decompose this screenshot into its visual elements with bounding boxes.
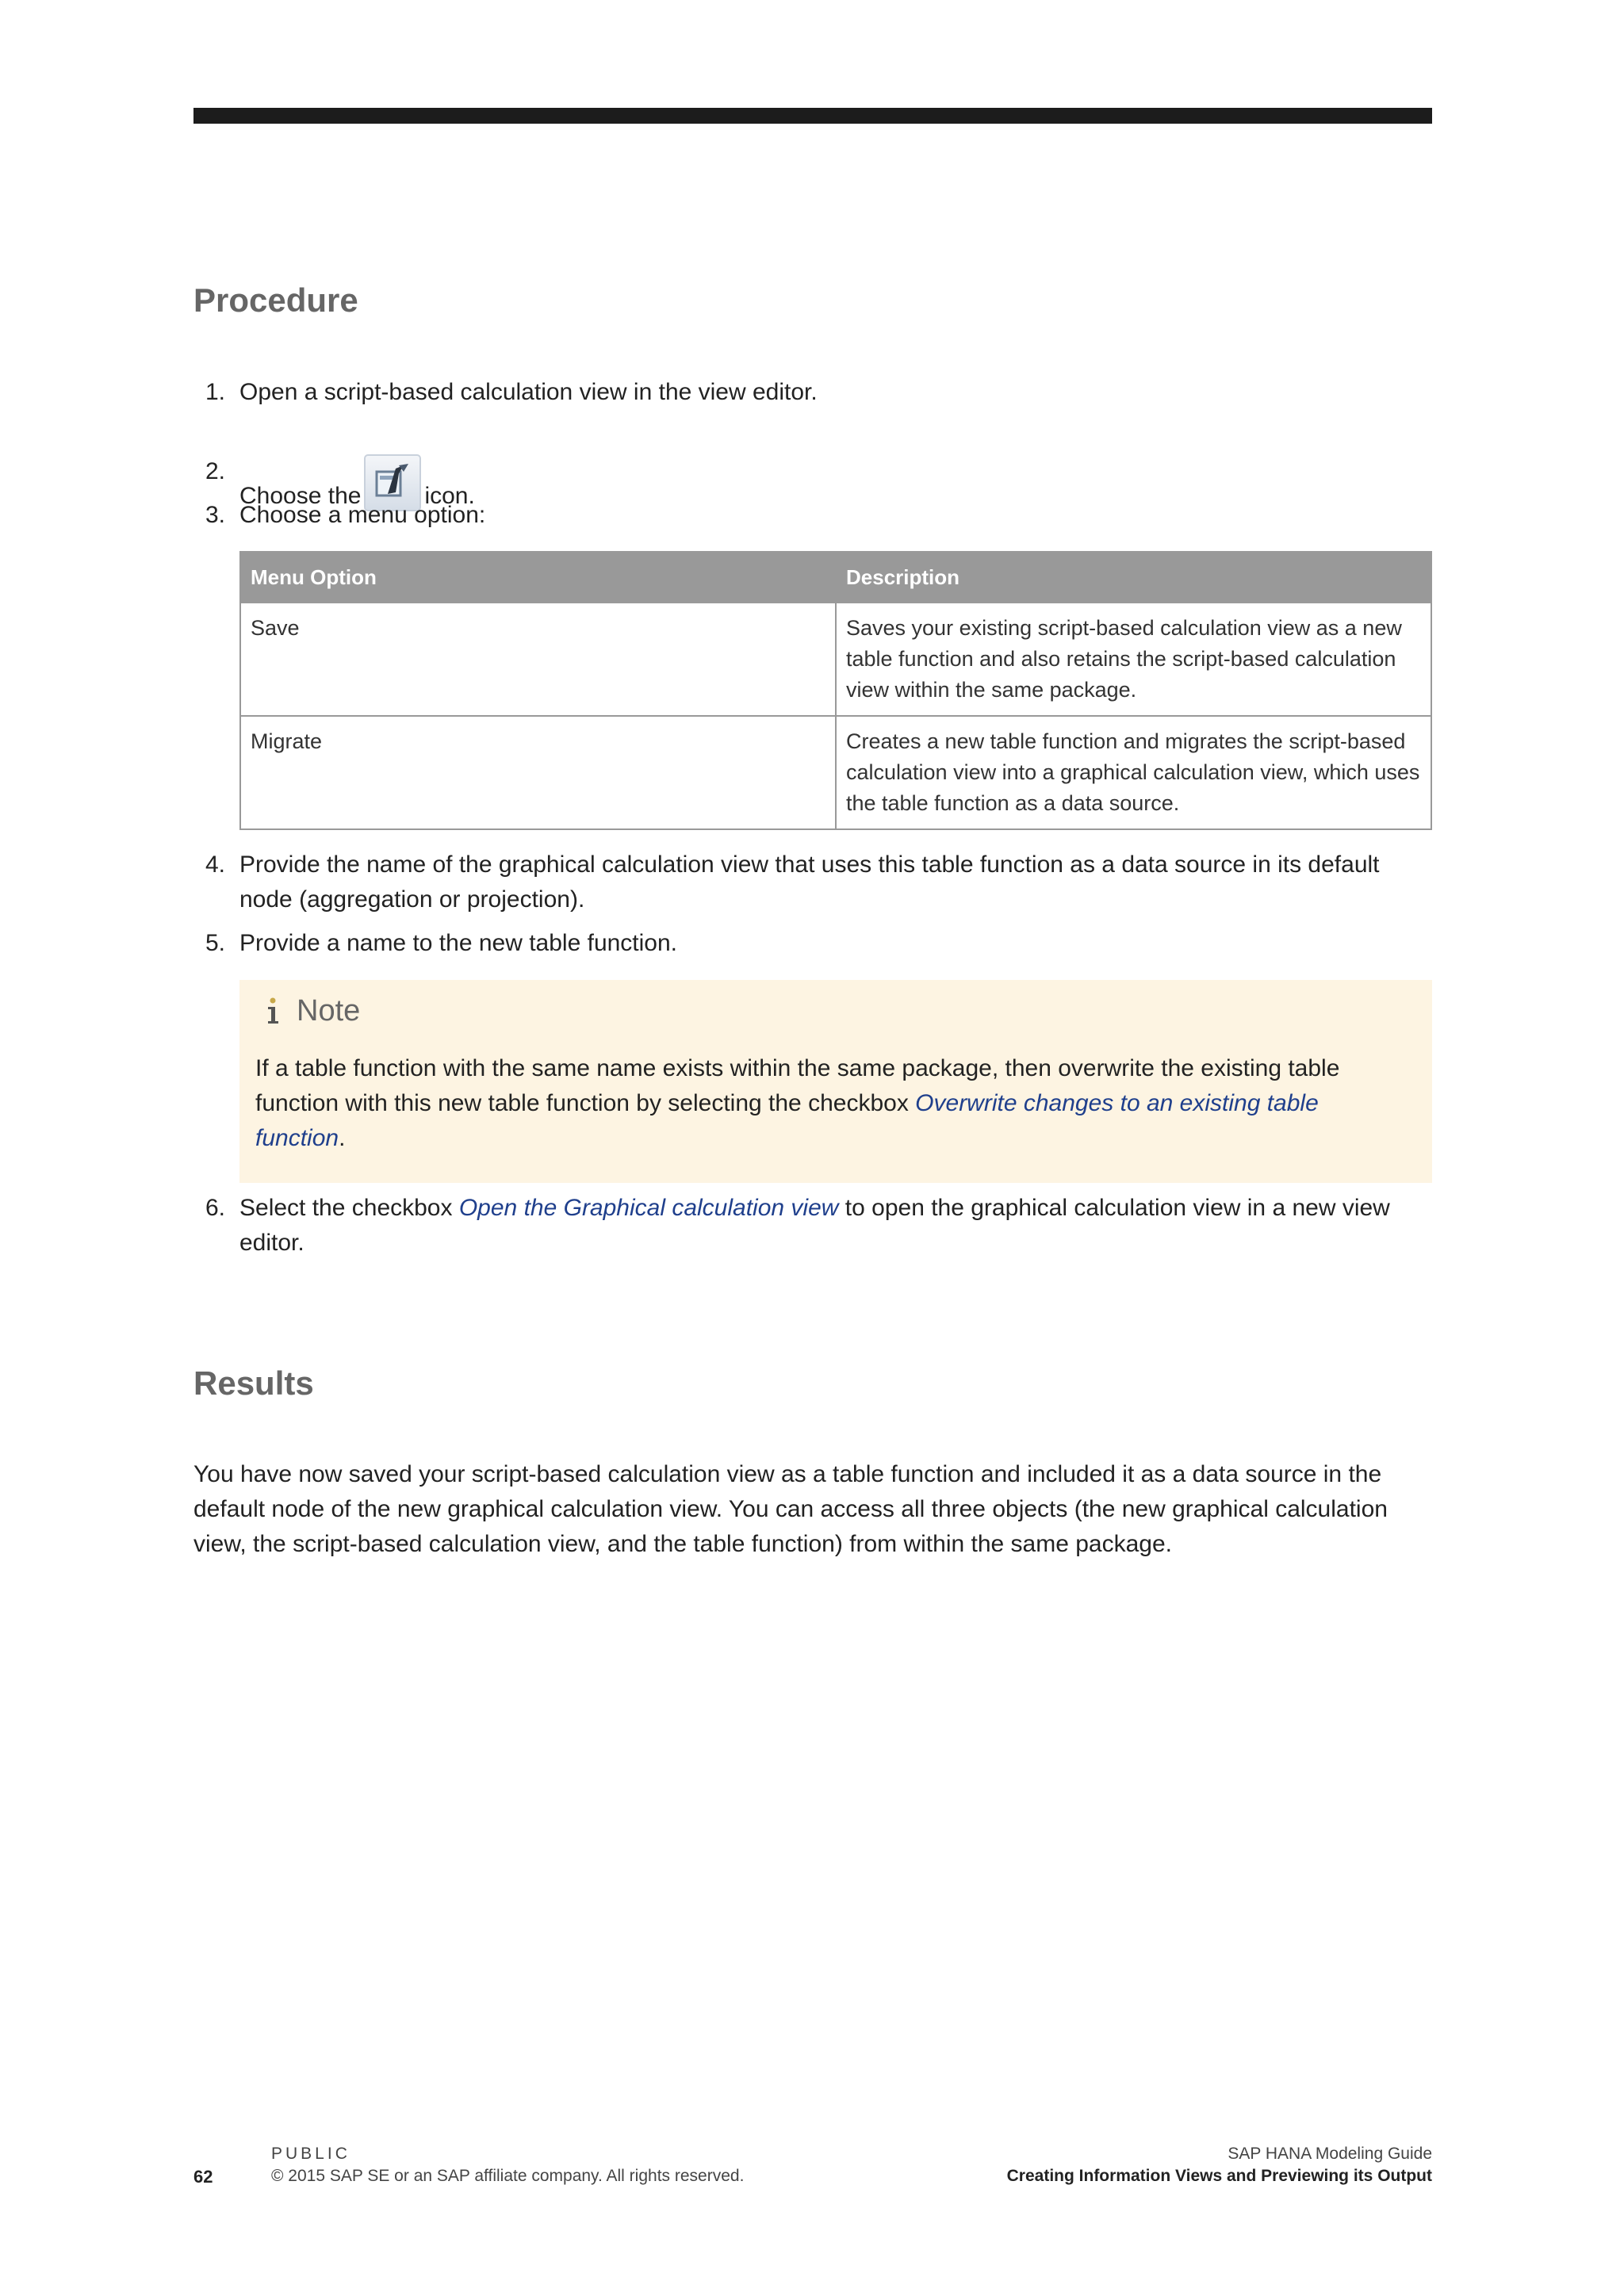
step-number: 5.	[205, 930, 225, 956]
info-icon	[263, 997, 284, 1025]
note-title-text: Note	[297, 994, 361, 1027]
step-6-text-before: Select the checkbox	[239, 1195, 453, 1221]
menu-option-cell: Migrate	[240, 716, 836, 829]
step-text: Provide the name of the graphical calculation view that uses this table function as a data source in its default node (aggregation or projection).	[239, 851, 1380, 913]
step-6-text-after: to open the graphical calculation view in a new view editor.	[239, 1195, 1390, 1256]
note-body	[255, 1051, 1413, 1156]
step-text: Choose a menu option:	[239, 502, 486, 528]
step-number: 6.	[205, 1195, 225, 1221]
copyright-notice: © 2015 SAP SE or an SAP affiliate company. All rights reserved.	[271, 2167, 745, 2185]
results-body: You have now saved your script-based calculation view as a table function and included it as a data source in the default node of the new graphical calculation view. You can access all three objects (the new graphical calculation view, the script-based calculation view, and the table function) from within the same package.	[193, 1461, 1388, 1557]
step-number: 2.	[205, 458, 225, 484]
table-row	[240, 603, 1431, 716]
column-header-menu-option: Menu Option	[240, 552, 836, 603]
note-title	[263, 996, 360, 1026]
menu-option-table	[239, 551, 1432, 830]
chapter-title: Creating Information Views and Previewing its Output	[1006, 2167, 1432, 2185]
step-number: 4.	[205, 851, 225, 878]
description-cell: Creates a new table function and migrates the script-based calculation view into a graphical calculation view, which uses the table function as a data source.	[836, 716, 1431, 829]
note-text-after: .	[339, 1125, 346, 1151]
results-heading: Results	[193, 1364, 314, 1402]
step-2-text-before: Choose the	[239, 483, 362, 509]
step-number: 3.	[205, 502, 225, 528]
procedure-heading: Procedure	[193, 281, 358, 319]
classification-label: PUBLIC	[271, 2145, 350, 2163]
top-rule	[193, 108, 1432, 124]
step-text: Open a script-based calculation view in the view editor.	[239, 379, 818, 405]
overwrite-changes-link[interactable]: Overwrite changes to an existing table function	[255, 1090, 1319, 1151]
step-2-text-after: icon.	[424, 483, 475, 509]
menu-option-cell: Save	[240, 603, 836, 716]
table-header-row	[240, 552, 1431, 603]
step-text: Provide a name to the new table function.	[239, 930, 678, 956]
step-number: 1.	[205, 379, 225, 405]
guide-title: SAP HANA Modeling Guide	[1228, 2145, 1432, 2163]
page-number: 62	[193, 2167, 213, 2187]
open-graphical-view-link[interactable]: Open the Graphical calculation view	[458, 1195, 839, 1221]
note-box	[239, 980, 1432, 1183]
note-text-before: If a table function with the same name exists within the same package, then overwrite the existing table function with this new table function by selecting the checkbox	[255, 1055, 1340, 1116]
column-header-description: Description	[836, 552, 1431, 603]
step-text	[239, 1191, 1432, 1261]
table-row	[240, 716, 1431, 829]
description-cell: Saves your existing script-based calculation view as a new table function and also retains the script-based calculation view within the same package.	[836, 603, 1431, 716]
